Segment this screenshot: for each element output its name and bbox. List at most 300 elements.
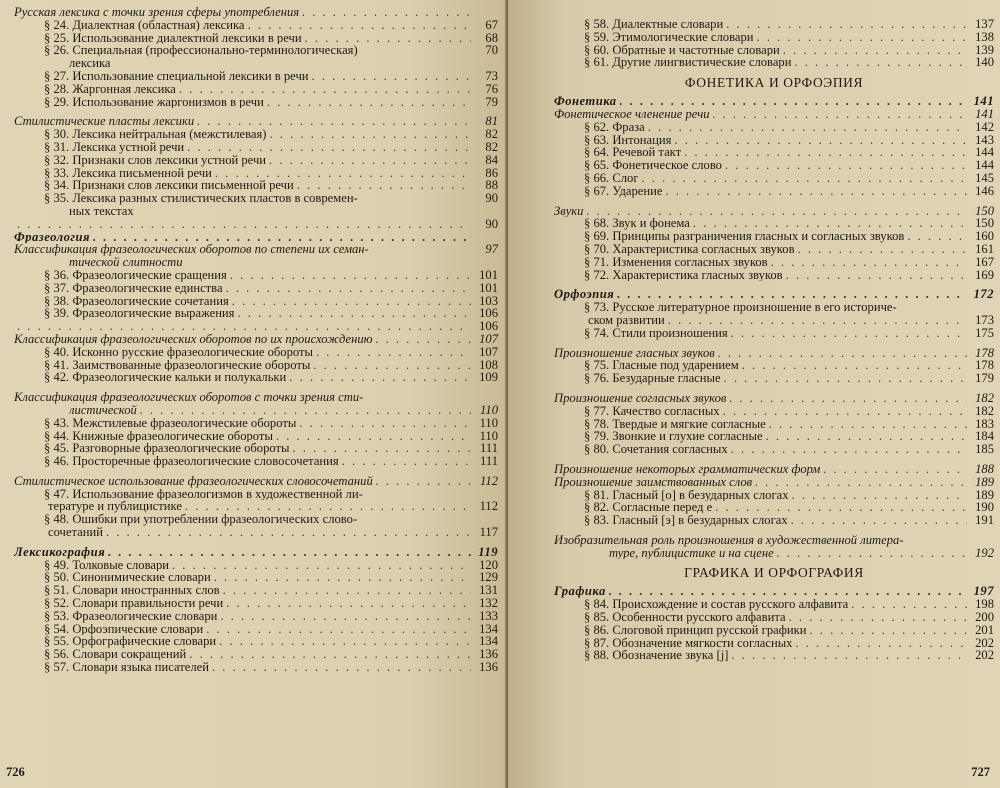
leader-dots [269,154,471,167]
page-ref: 131 [479,583,498,598]
leader-dots [783,44,967,57]
leader-dots [212,661,471,674]
page-ref: 202 [975,648,994,663]
page-ref: 70 [485,43,498,58]
entry-text: Лексикография [14,545,106,559]
entry-text: § 75. Гласные под ударением [584,359,739,373]
toc-paragraph [554,611,994,624]
toc-paragraph [14,32,498,45]
page-ref: 150 [975,203,994,218]
entry-text: § 36. Фразеологические сращения [44,268,227,282]
leader-dots [756,31,967,44]
toc-paragraph [554,327,994,340]
spacer [14,468,498,475]
entry-text: тературе и публицистике [48,500,182,514]
toc-paragraph [14,417,498,430]
entry-text: § 43. Межстилевые фразеологические обороты [44,416,297,430]
page-ref: 68 [485,30,498,45]
toc-continuation [14,205,498,218]
page-ref: 178 [975,345,994,360]
page-ref: 129 [479,570,498,585]
toc-paragraph [14,661,498,674]
leader-dots [823,463,967,476]
leader-dots [641,172,967,185]
leader-dots [237,307,471,320]
toc-paragraph [14,167,498,180]
leader-dots [742,359,967,372]
toc-continuation [554,547,994,560]
entry-text: § 77. Качество согласных [584,404,720,418]
toc-subsection [14,391,498,404]
page-ref: 140 [975,55,994,70]
entry-text: § 31. Лексика устной речи [44,140,185,154]
toc-paragraph [554,56,994,69]
page-ref: 88 [485,178,498,193]
leader-dots [189,648,471,661]
entry-text: § 68. Звук и фонема [584,217,690,231]
page-ref: 144 [975,145,994,160]
entry-text: § 29. Использование жаргонизмов в речи [44,95,264,109]
page-ref: 107 [479,331,498,346]
toc-paragraph [14,648,498,661]
entry-text: туре, публицистике и на сцене [609,546,774,560]
entry-text: Графика [554,585,606,599]
toc-paragraph [554,418,994,431]
page-ref: 73 [485,68,498,83]
toc-entry [14,218,498,231]
leader-dots [289,371,471,384]
toc-continuation [14,526,498,539]
page-ref: 112 [480,473,498,488]
page-ref: 182 [975,390,994,405]
toc-paragraph [14,430,498,443]
page-ref: 112 [479,499,498,514]
toc-paragraph [14,141,498,154]
entry-text: Стилистическое использование фразеологических словосочетаний [14,474,373,488]
entry-text: § 73. Русское литературное произношение в его историче- [584,301,897,314]
toc-paragraph [554,230,994,243]
entry-text: § 49. Толковые словари [44,558,169,572]
entry-text: § 52. Словари правильности речи [44,597,224,610]
entry-text: § 80. Сочетания согласных [584,443,728,456]
entry-text: § 56. Словари сокращений [44,648,187,662]
toc-paragraph [554,624,994,637]
entry-text: § 67. Ударение [584,184,663,198]
leader-dots [755,476,967,489]
leader-dots [729,392,967,405]
leader-dots [223,584,471,597]
entry-text: § 24. Диалектная (областная) лексика [44,18,245,32]
entry-text: Русская лексика с точки зрения сферы употребления [14,6,300,19]
toc-paragraph [554,489,994,502]
leader-dots [668,314,967,327]
entry-text: § 87. Обозначение мягкости согласных [584,636,793,650]
leader-dots [684,146,967,159]
page-ref: 132 [479,596,498,611]
entry-text: § 61. Другие лингвистические словари [584,56,792,70]
leader-dots [197,115,471,128]
page-ref: 109 [479,370,498,385]
toc-paragraph [14,96,498,109]
spacer [14,539,498,546]
leader-dots [771,256,967,269]
entry-text: § 62. Фраза [584,120,645,134]
leader-dots [376,333,471,346]
leader-dots [312,70,471,83]
toc-paragraph [14,635,498,648]
page-ref: 106 [479,319,498,334]
leader-dots [267,96,471,109]
leader-dots [723,405,967,418]
toc-subsection [554,108,994,121]
entry-text: § 42. Фразеологические кальки и полукальки [44,371,287,385]
toc-paragraph [14,346,498,359]
leader-dots [17,320,471,333]
toc-paragraph [554,159,994,172]
leader-dots [185,500,471,513]
toc-entry [14,320,498,333]
page-ref: 90 [485,191,498,206]
leader-dots [270,128,472,141]
toc-subsection [554,476,994,489]
toc-paragraph [554,185,994,198]
page-ref: 190 [975,500,994,515]
right-toc [554,18,994,662]
leader-dots [713,108,967,121]
toc-paragraph [554,405,994,418]
leader-dots [206,623,471,636]
entry-text: § 82. Согласные перед е [584,501,713,515]
page-ref: 134 [479,621,498,636]
entry-text: § 65. Фонетическое слово [584,159,722,172]
leader-dots [724,372,967,385]
entry-text: § 84. Происхождение и состав русского алфавита [584,598,849,612]
leader-dots [299,417,471,430]
leader-dots [609,585,967,598]
page-ref: 101 [479,280,498,295]
page-ref: 160 [975,229,994,244]
entry-text: § 39. Фразеологические выражения [44,307,235,321]
page-ref: 183 [975,416,994,431]
toc-paragraph [14,269,498,282]
toc-paragraph [14,488,498,501]
entry-text: § 58. Диалектные словари [584,18,724,31]
spacer [554,281,994,288]
entry-text: § 88. Обозначение звука [j] [584,649,729,663]
entry-text: § 45. Разговорные фразеологические обороты [44,442,290,456]
leader-dots [172,559,471,572]
leader-dots [731,327,967,340]
entry-text: § 47. Использование фразеологизмов в художественной ли- [44,487,363,501]
page-ref: 201 [975,622,994,637]
entry-text: § 70. Характеристика согласных звуков [584,242,795,256]
page-ref: 79 [485,94,498,109]
toc-paragraph [14,623,498,636]
toc-subsection [554,392,994,405]
entry-text: § 32. Признаки слов лексики устной речи [44,153,267,167]
leader-dots [293,442,472,455]
page-ref: 138 [975,29,994,44]
page-ref: 119 [478,544,498,559]
toc-section [554,288,994,301]
entry-text: Орфоэпия [554,288,615,302]
right-page [508,0,1000,788]
entry-text: Классификация фразеологических оборотов с точки зрения сти- [14,391,364,404]
toc-paragraph [14,44,498,57]
toc-paragraph [14,307,498,320]
leader-dots [731,649,967,662]
leader-dots [665,185,967,198]
leader-dots [220,610,471,623]
entry-text: ском развитии [588,313,665,327]
toc-paragraph [14,513,498,526]
entry-text: § 27. Использование специальной лексики в речи [44,69,309,83]
leader-dots [791,514,967,527]
leader-dots [648,121,967,134]
toc-paragraph [14,371,498,384]
page-ref: 167 [975,254,994,269]
leader-dots [715,501,967,514]
entry-text: § 33. Лексика письменной речи [44,166,212,180]
page-ref: 185 [975,442,994,457]
leader-dots [907,230,967,243]
leader-dots [795,637,967,650]
entry-text: Классификация фразеологических оборотов по их происхождению [14,332,373,346]
entry-text: § 71. Изменения согласных звуков [584,255,768,269]
toc-paragraph [14,179,498,192]
toc-section [554,585,994,598]
entry-text: § 57. Словари языка писателей [44,661,209,674]
toc-paragraph [554,134,994,147]
page-ref: 198 [975,597,994,612]
entry-text: Произношение некоторых грамматических форм [554,462,821,476]
page-ref: 178 [975,358,994,373]
entry-text: Произношение гласных звуков [554,346,715,360]
leader-dots [313,359,471,372]
page-ref: 110 [479,415,498,430]
leader-dots [226,597,471,610]
toc-paragraph [554,121,994,134]
left-toc [14,6,498,674]
leader-dots [674,134,967,147]
leader-dots [617,288,967,301]
page-ref: 84 [485,152,498,167]
leader-dots [789,611,967,624]
page-ref: 110 [480,402,498,417]
page-ref: 161 [975,241,994,256]
leader-dots [586,205,967,218]
toc-paragraph [554,637,994,650]
entry-text: Изобразительная роль произношения в художественной литера- [554,533,904,547]
toc-paragraph [14,584,498,597]
page-ref: 90 [485,216,498,231]
toc-paragraph [554,18,994,31]
toc-paragraph [14,359,498,372]
leader-dots [226,282,471,295]
entry-text: § 83. Гласный [э] в безударных слогах [584,514,788,527]
toc-subsection [554,534,994,547]
entry-text: § 34. Признаки слов лексики письменной речи [44,179,294,193]
entry-text: § 37. Фразеологические единства [44,281,223,295]
entry-text: § 44. Книжные фразеологические обороты [44,429,273,443]
toc-paragraph [554,372,994,385]
leader-dots [731,443,967,456]
page-ref: 136 [479,647,498,662]
entry-text: Фонетическое членение речи [554,107,710,121]
page-ref: 144 [975,158,994,173]
leader-dots [794,56,967,69]
toc-paragraph [14,610,498,623]
page-ref: 191 [975,513,994,528]
leader-dots [342,455,471,468]
toc-paragraph [14,154,498,167]
page-ref: 172 [973,287,994,302]
page-ref: 182 [975,403,994,418]
leader-dots [693,217,967,230]
leader-dots [777,547,967,560]
toc-section [14,231,498,244]
page-ref: 117 [479,525,498,540]
entry-text: § 78. Твердые и мягкие согласные [584,417,766,431]
toc-paragraph [554,269,994,282]
page-ref: 120 [479,557,498,572]
entry-text: § 51. Словари иностранных слов [44,584,220,598]
entry-text: § 30. Лексика нейтральная (межстилевая) [44,128,267,141]
page-ref: 139 [975,42,994,57]
entry-text: Классификация фразеологических оборотов по степени их семан- [14,243,369,257]
page-ref: 145 [975,170,994,185]
leader-dots [316,346,471,359]
toc-paragraph [14,282,498,295]
page-ref: 86 [485,165,498,180]
toc-paragraph [14,192,498,205]
right-page-number: 727 [971,765,990,779]
toc-paragraph [554,598,994,611]
toc-continuation [14,500,498,513]
toc-section [14,546,498,559]
page-ref: 179 [975,371,994,386]
page-ref: 111 [480,454,498,469]
toc-paragraph [554,172,994,185]
leader-dots [215,167,471,180]
page-ref: 188 [975,461,994,476]
leader-dots [214,571,471,584]
leader-dots [93,231,471,244]
toc-paragraph [554,359,994,372]
toc-subsection [554,205,994,218]
toc-continuation [14,404,498,417]
toc-subsection [14,475,498,488]
entry-text: § 69. Принципы разграничения гласных и согласных звуков [584,230,905,243]
toc-continuation [554,314,994,327]
entry-text: Стилистические пласты лексики [14,115,195,129]
toc-paragraph [554,146,994,159]
entry-text: § 25. Использование диалектной лексики в речи [44,31,302,45]
leader-dots [106,526,471,539]
toc-paragraph [14,597,498,610]
leader-dots [718,347,967,360]
leader-dots [786,269,967,282]
page-ref: 67 [485,17,498,32]
page-ref: 202 [975,635,994,650]
leader-dots [297,179,471,192]
entry-text: Произношение согласных звуков [554,391,727,405]
toc-paragraph [554,501,994,514]
leader-dots [769,418,967,431]
entry-text: § 59. Этимологические словари [584,30,754,44]
leader-dots [187,141,471,154]
page-ref: 111 [480,441,498,456]
entry-text: § 74. Стили произношения [584,326,728,340]
entry-text: Фразеология [14,230,91,244]
leader-dots [620,95,967,108]
spacer [554,456,994,463]
leader-dots [108,546,471,559]
toc-paragraph [14,128,498,141]
entry-text: Произношение заимствованных слов [554,475,753,489]
page-ref: 197 [973,584,994,599]
entry-text: § 79. Звонкие и глухие согласные [584,430,763,444]
leader-dots [248,19,471,32]
page-ref: 107 [479,344,498,359]
page-ref: 110 [479,428,498,443]
page-ref: 141 [973,94,994,109]
entry-text: § 40. Исконно русские фразеологические обороты [44,345,313,359]
entry-text: § 76. Безударные гласные [584,372,721,385]
page-ref: 192 [975,545,994,560]
toc-paragraph [554,217,994,230]
toc-paragraph [554,256,994,269]
entry-text: § 35. Лексика разных стилистических пластов в современ- [44,192,358,205]
entry-text: ных текстах [69,204,134,218]
toc-paragraph [14,571,498,584]
spacer [554,385,994,392]
toc-paragraph [554,443,994,456]
entry-text: § 85. Особенности русского алфавита [584,611,786,624]
toc-paragraph [554,649,994,662]
spacer [554,340,994,347]
page-ref: 150 [975,216,994,231]
page-ref: 175 [975,325,994,340]
entry-text: Звуки [554,204,584,218]
entry-text: § 81. Гласный [о] в безударных слогах [584,488,789,502]
part-title: ФОНЕТИКА И ОРФОЭПИЯ [684,75,864,91]
entry-text: § 28. Жаргонная лексика [44,82,176,96]
entry-text: § 41. Заимствованные фразеологические обороты [44,358,311,372]
entry-text: § 64. Речевой такт [584,146,682,160]
spacer [14,384,498,391]
entry-text: § 55. Орфографические словари [44,635,217,649]
leader-dots [766,430,967,443]
toc-paragraph [14,295,498,308]
leader-dots [809,624,967,637]
page-ref: 133 [479,608,498,623]
toc-paragraph [554,31,994,44]
toc-paragraph [554,243,994,256]
spacer [554,527,994,534]
leader-dots [726,18,967,31]
page-ref: 141 [975,106,994,121]
page-ref: 137 [975,17,994,31]
page-ref: 142 [975,119,994,134]
page-ref: 103 [479,293,498,308]
entry-text: листической [69,403,137,417]
toc-paragraph [14,83,498,96]
toc-subsection [554,347,994,360]
entry-text: § 26. Специальная (профессионально-терминологическая) [44,44,358,58]
toc-subsection [14,333,498,346]
entry-text: § 50. Синонимические словари [44,571,211,585]
